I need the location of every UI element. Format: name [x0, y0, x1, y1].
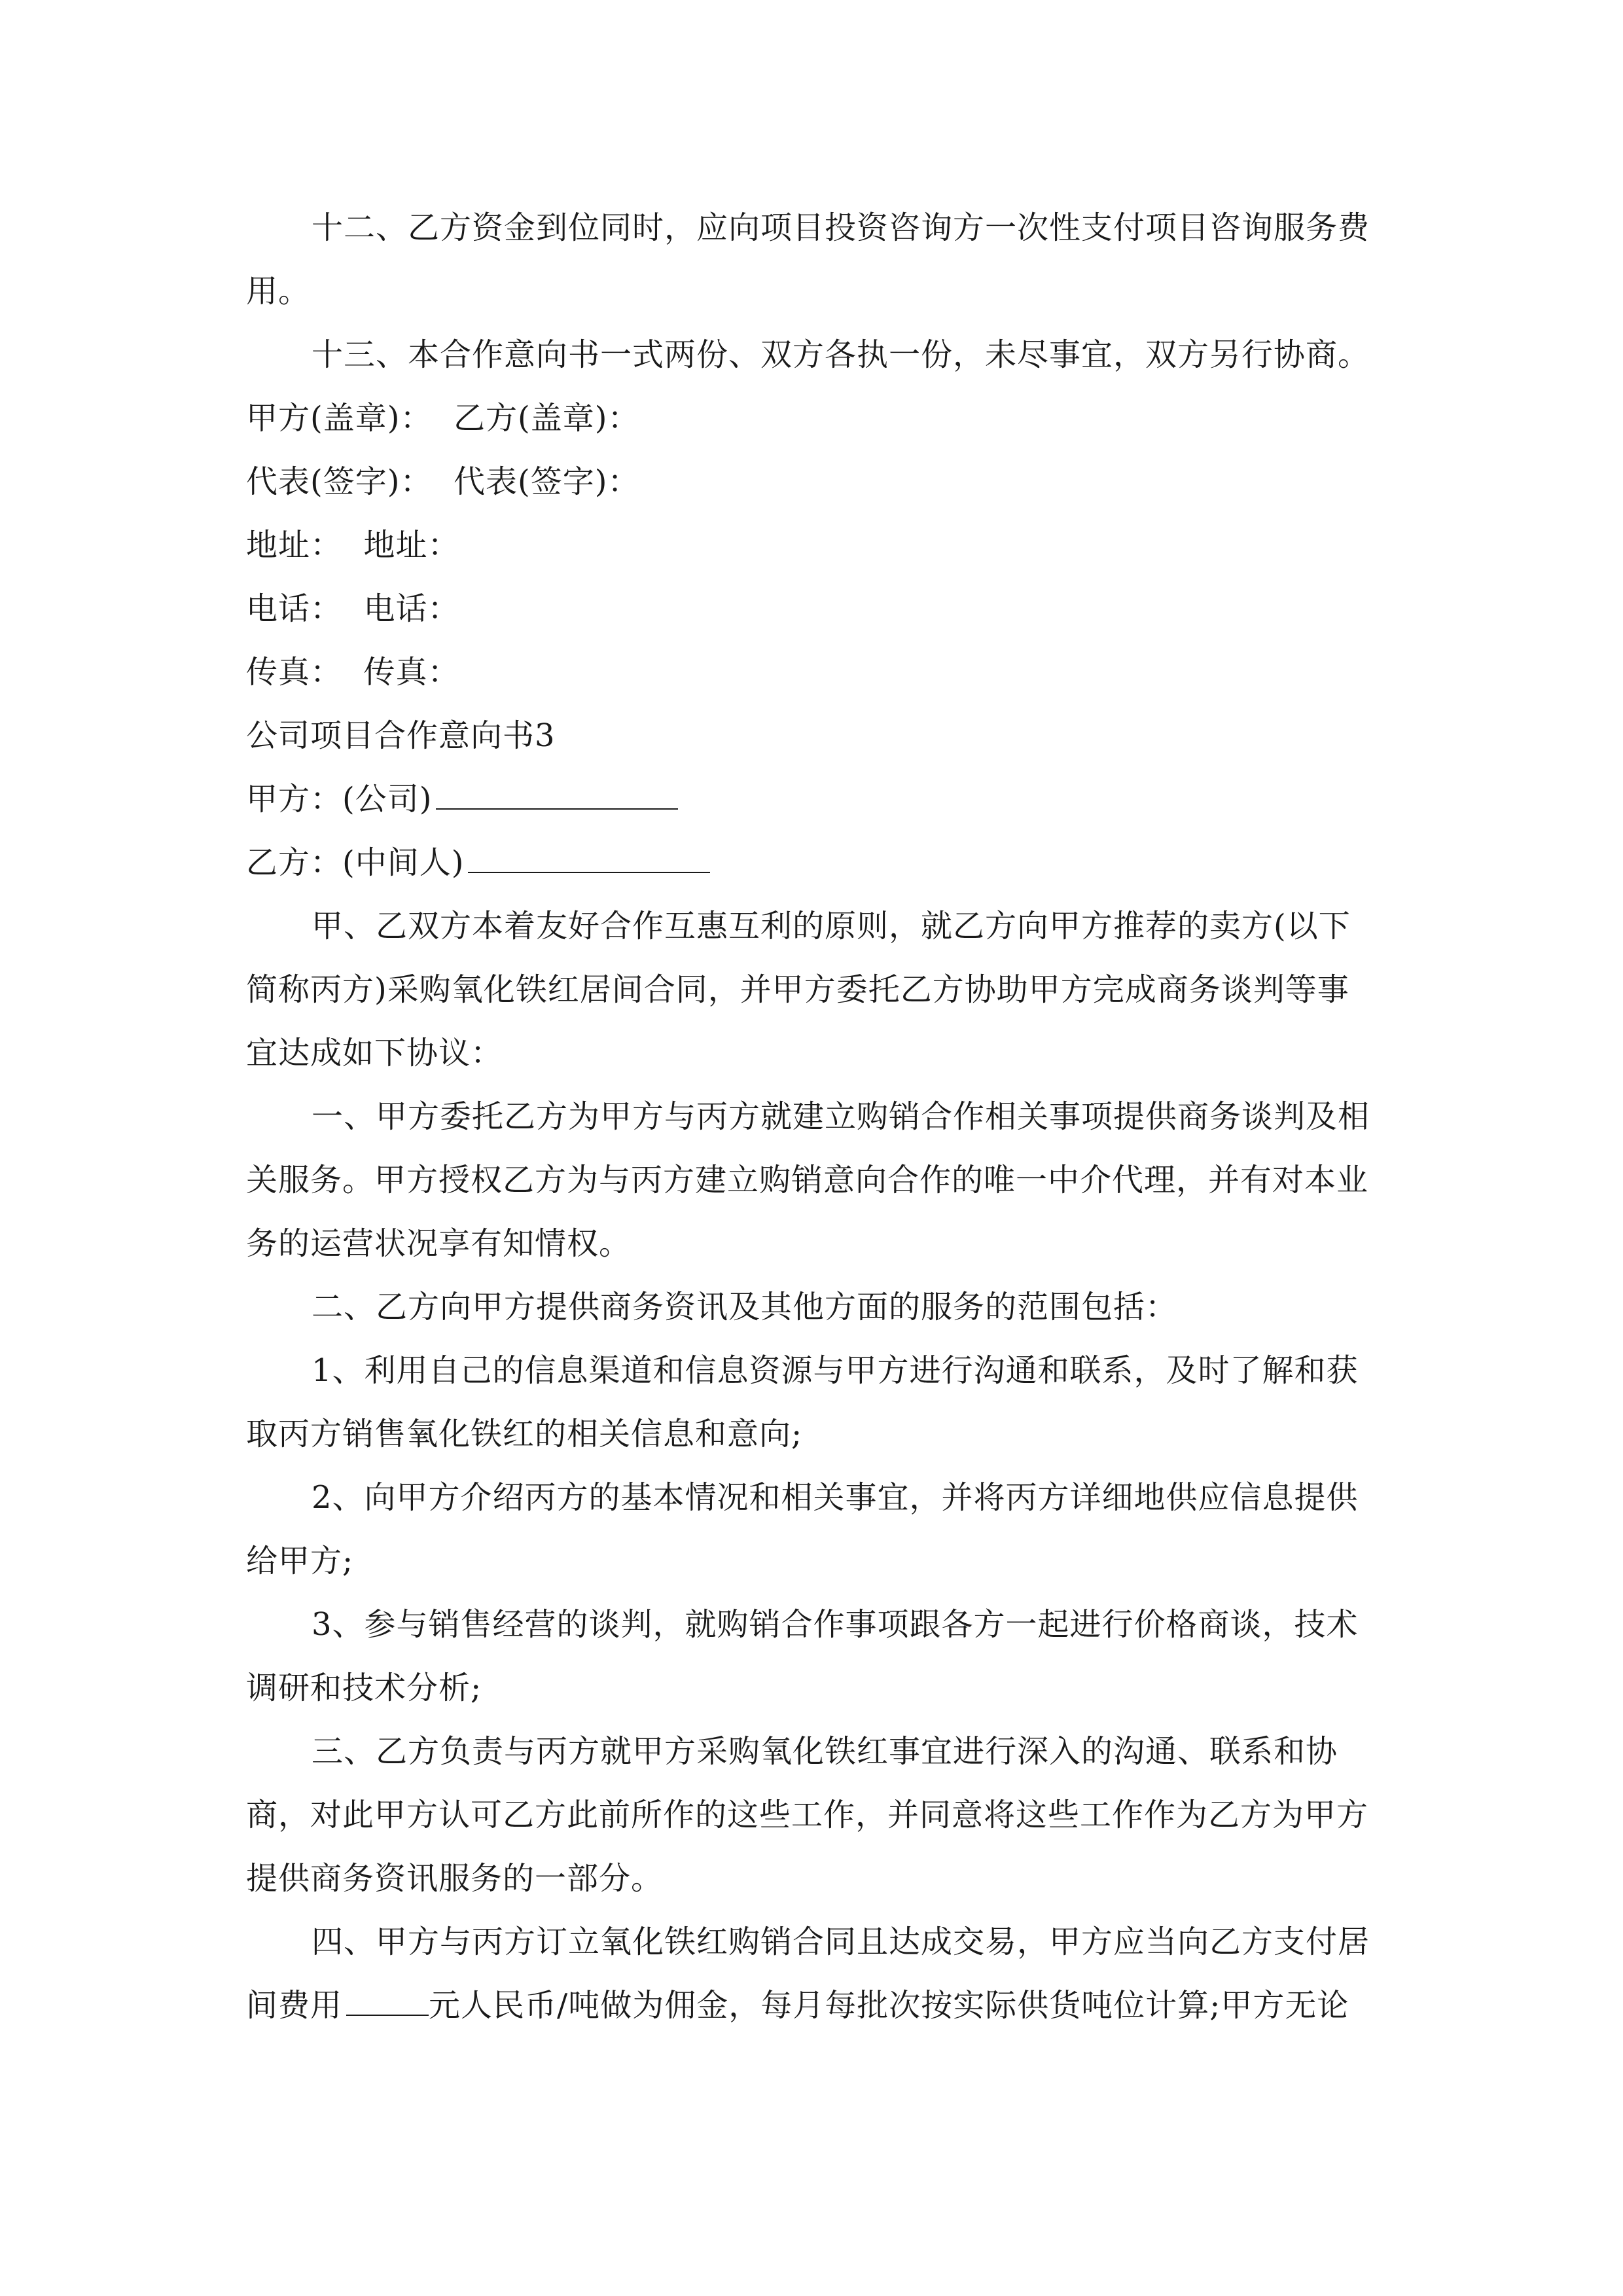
party-a-field-label: 甲方：(公司) [246, 781, 433, 817]
paragraph-clause-13: 十三、本合作意向书一式两份、双方各执一份，未尽事宜，双方另行协商。 [312, 336, 1370, 373]
document-body [246, 196, 1378, 2037]
paragraph-clause-2: 二、乙方向甲方提供商务资讯及其他方面的服务的范围包括： [312, 1289, 1178, 1325]
section-title: 公司项目合作意向书3 [246, 717, 556, 754]
paragraph-item-2: 2、向甲方介绍丙方的基本情况和相关事宜，并将丙方详细地供应信息提供给甲方; [246, 1479, 1359, 1579]
address-line [246, 514, 1378, 577]
party-a-fax-label: 传真： [246, 654, 343, 691]
party-b-address-label: 地址： [363, 527, 460, 564]
party-b-field [246, 831, 1378, 895]
signature-seal-line [246, 387, 1378, 450]
party-b-blank [468, 848, 710, 873]
signature-rep-line [246, 450, 1378, 514]
party-b-fax-label: 传真： [363, 654, 460, 691]
paragraph-item-3: 3、参与销售经营的谈判，就购销合作事项跟各方一起进行价格商谈，技术调研和技术分析; [246, 1606, 1359, 1706]
party-a-address-label: 地址： [246, 527, 343, 564]
clause-4-text-start: 四、甲方与丙方订立氧化铁红购销合同且达成交易，甲方应当向乙方支付居间费用 [246, 1924, 1370, 2024]
party-b-rep-label: 代表(签字)： [453, 463, 640, 500]
party-a-phone-label: 电话： [246, 590, 343, 627]
paragraph-item-1: 1、利用自己的信息渠道和信息资源与甲方进行沟通和联系，及时了解和获取丙方销售氧化铁红的相关信息和意向; [246, 1352, 1359, 1452]
paragraph-intro: 甲、乙双方本着友好合作互惠互利的原则，就乙方向甲方推荐的卖方(以下简称丙方)采购氧化铁红居间合同，并甲方委托乙方协助甲方完成商务谈判等事宜达成如下协议： [246, 908, 1351, 1071]
party-a-field [246, 768, 1378, 831]
paragraph-clause-1: 一、甲方委托乙方为甲方与丙方就建立购销合作相关事项提供商务谈判及相关服务。甲方授权乙方为与丙方建立购销意向合作的唯一中介代理，并有对本业务的运营状况享有知情权。 [246, 1098, 1370, 1262]
commission-blank [346, 1991, 429, 2016]
phone-line [246, 577, 1378, 641]
party-b-phone-label: 电话： [363, 590, 460, 627]
party-a-rep-label: 代表(签字)： [246, 463, 433, 500]
paragraph-clause-4 [246, 1910, 1378, 2037]
party-a-blank [436, 785, 678, 810]
paragraph-clause-12: 十二、乙方资金到位同时，应向项目投资咨询方一次性支付项目咨询服务费用。 [246, 209, 1370, 310]
party-b-field-label: 乙方：(中间人) [246, 844, 465, 881]
paragraph-clause-3: 三、乙方负责与丙方就甲方采购氧化铁红事宜进行深入的沟通、联系和协商，对此甲方认可乙方此前所作的这些工作，并同意将这些工作作为乙方为甲方提供商务资讯服务的一部分。 [246, 1733, 1369, 1897]
fax-line [246, 641, 1378, 704]
clause-4-text-end: 元人民币/吨做为佣金，每月每批次按实际供货吨位计算;甲方无论 [429, 1987, 1349, 2024]
party-b-seal-label: 乙方(盖章)： [453, 400, 640, 437]
party-a-seal-label: 甲方(盖章)： [246, 400, 433, 437]
